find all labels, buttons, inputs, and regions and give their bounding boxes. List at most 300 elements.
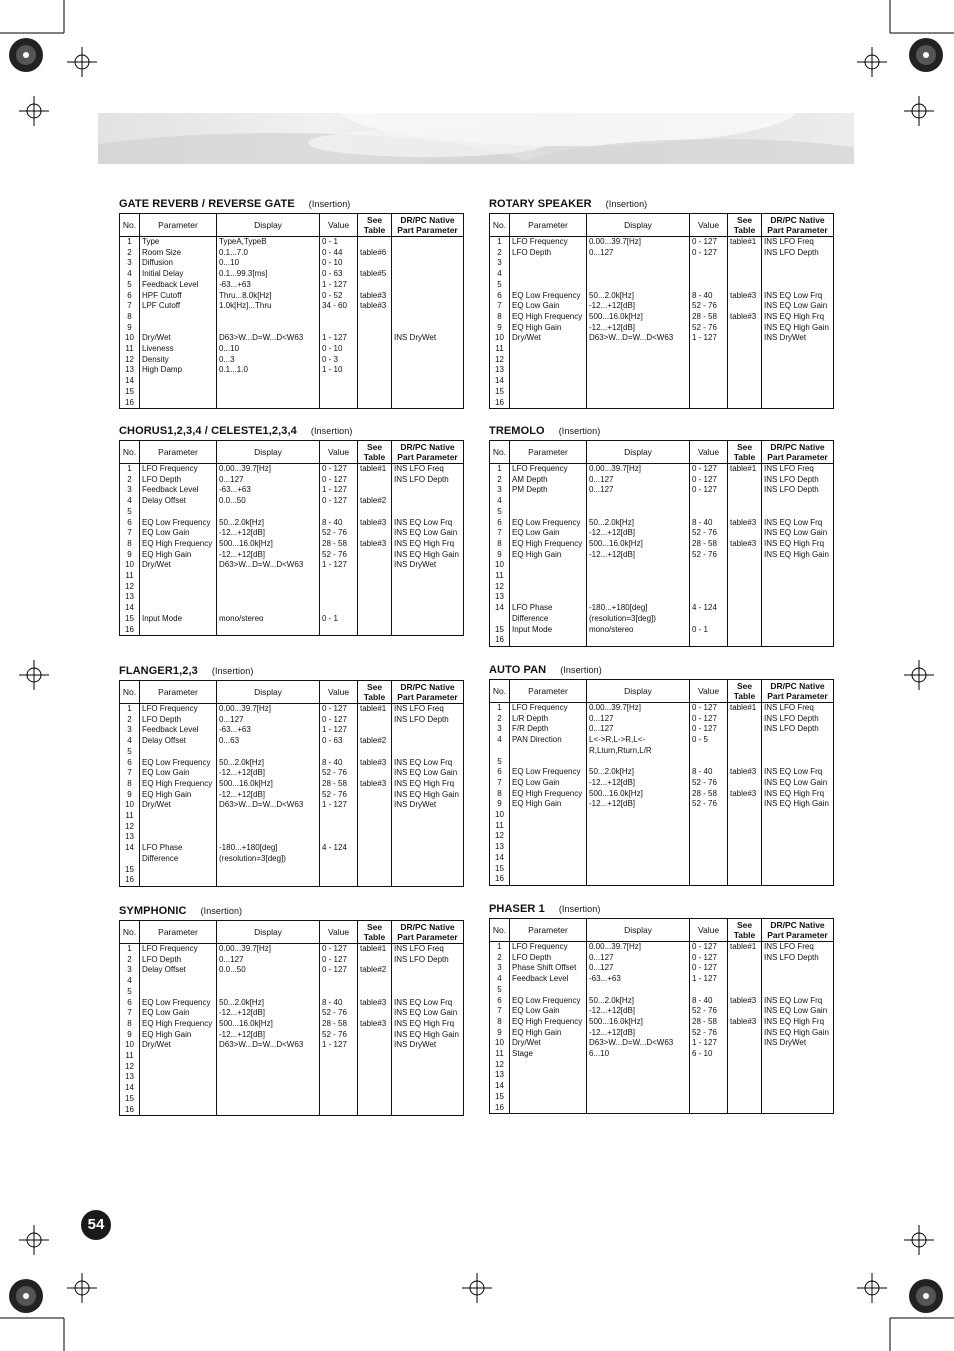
display-cell — [217, 1062, 320, 1073]
see-table-cell — [358, 237, 392, 248]
header-dr-pc: DR/PC Native Part Parameter — [762, 441, 834, 464]
row-number: 7 — [120, 1008, 140, 1019]
dr-pc-parameter-cell — [392, 1072, 464, 1083]
display-cell: 500...16.0k[Hz] — [587, 312, 690, 323]
table-row — [120, 1051, 464, 1062]
parameter-table — [489, 918, 834, 1114]
value-cell: 1 - 10 — [320, 365, 358, 376]
value-cell — [690, 344, 728, 355]
parameter-cell: LFO Depth — [510, 953, 587, 964]
table-row — [120, 832, 464, 843]
display-cell — [587, 821, 690, 832]
dr-pc-parameter-cell — [392, 1051, 464, 1062]
dr-pc-parameter-cell: INS LFO Depth — [762, 724, 834, 735]
display-cell: 0...127 — [587, 248, 690, 259]
see-table-cell — [358, 1030, 392, 1041]
dr-pc-parameter-cell: INS EQ Low Frq — [392, 998, 464, 1009]
see-table-cell — [358, 312, 392, 323]
row-number: 3 — [490, 258, 510, 269]
display-cell — [587, 398, 690, 409]
row-number: 5 — [490, 507, 510, 518]
row-number: 8 — [120, 312, 140, 323]
see-table-cell — [728, 1038, 762, 1049]
row-number: 12 — [120, 1062, 140, 1073]
parameter-cell: LFO Depth — [140, 475, 217, 486]
see-table-cell: table#3 — [358, 1019, 392, 1030]
value-cell: 1 - 127 — [320, 560, 358, 571]
see-table-cell — [358, 582, 392, 593]
row-number: 5 — [120, 987, 140, 998]
display-cell — [217, 507, 320, 518]
dr-pc-parameter-cell — [392, 507, 464, 518]
see-table-cell — [358, 1040, 392, 1051]
parameter-cell: LFO Phase — [140, 843, 217, 854]
display-cell: -12...+12[dB] — [217, 1008, 320, 1019]
table-row — [120, 464, 464, 475]
parameter-cell: Dry/Wet — [510, 1038, 587, 1049]
see-table-cell — [358, 571, 392, 582]
header-no: No. — [120, 214, 140, 237]
table-row — [120, 560, 464, 571]
value-cell — [690, 560, 728, 571]
row-number: 3 — [120, 258, 140, 269]
table-row — [490, 789, 834, 800]
row-number: 1 — [490, 703, 510, 714]
section-flanger — [119, 665, 463, 885]
see-table-cell — [728, 1028, 762, 1039]
display-cell — [587, 344, 690, 355]
see-table-cell: table#3 — [358, 301, 392, 312]
value-cell — [690, 746, 728, 757]
header-row — [120, 921, 464, 944]
value-cell: 1 - 127 — [690, 1038, 728, 1049]
display-cell: -12...+12[dB] — [587, 799, 690, 810]
see-table-cell — [728, 571, 762, 582]
see-table-cell: table#3 — [728, 539, 762, 550]
table-row — [490, 1017, 834, 1028]
display-cell: 6...10 — [587, 1049, 690, 1060]
row-number: 5 — [120, 747, 140, 758]
row-number: 5 — [490, 985, 510, 996]
header-no: No. — [120, 681, 140, 704]
see-table-cell — [358, 800, 392, 811]
display-cell: 0...3 — [217, 355, 320, 366]
row-number: 6 — [490, 518, 510, 529]
table-row — [120, 1094, 464, 1105]
table-row — [120, 614, 464, 625]
dr-pc-parameter-cell — [762, 269, 834, 280]
see-table-cell — [728, 953, 762, 964]
display-cell: -63...+63 — [217, 725, 320, 736]
table-row — [120, 398, 464, 409]
table-row — [120, 1019, 464, 1030]
header-display: Display — [587, 919, 690, 942]
see-table-cell — [358, 485, 392, 496]
see-table-cell — [728, 963, 762, 974]
parameter-cell: Diffusion — [140, 258, 217, 269]
value-cell — [320, 1062, 358, 1073]
parameter-cell: LFO Depth — [140, 955, 217, 966]
row-number: 10 — [490, 333, 510, 344]
value-cell — [690, 258, 728, 269]
display-cell — [587, 1060, 690, 1071]
table-row — [490, 724, 834, 735]
table-row — [490, 1049, 834, 1060]
table-row — [490, 1103, 834, 1114]
parameter-cell: Dry/Wet — [140, 333, 217, 344]
parameter-table — [489, 679, 834, 886]
display-cell — [587, 1103, 690, 1114]
display-cell: D63>W...D=W...D<W63 — [217, 1040, 320, 1051]
see-table-cell: table#3 — [358, 998, 392, 1009]
display-cell — [217, 1051, 320, 1062]
value-cell: 0 - 52 — [320, 291, 358, 302]
row-number: 12 — [490, 582, 510, 593]
dr-pc-parameter-cell — [762, 571, 834, 582]
table-row — [120, 822, 464, 833]
display-cell: -12...+12[dB] — [217, 790, 320, 801]
parameter-table — [119, 440, 464, 636]
table-row — [490, 269, 834, 280]
see-table-cell — [358, 507, 392, 518]
display-cell — [587, 280, 690, 291]
parameter-cell: EQ Low Gain — [510, 528, 587, 539]
dr-pc-parameter-cell — [762, 507, 834, 518]
dr-pc-parameter-cell — [392, 987, 464, 998]
value-cell — [320, 1094, 358, 1105]
table-row — [120, 312, 464, 323]
see-table-cell — [358, 725, 392, 736]
display-cell: 0.00...39.7[Hz] — [587, 464, 690, 475]
see-table-cell: table#1 — [358, 704, 392, 715]
value-cell — [320, 976, 358, 987]
dr-pc-parameter-cell — [762, 387, 834, 398]
parameter-cell — [140, 1083, 217, 1094]
value-cell: 1 - 127 — [690, 333, 728, 344]
dr-pc-parameter-cell — [392, 280, 464, 291]
row-number: 9 — [490, 550, 510, 561]
parameter-cell — [510, 874, 587, 885]
display-cell: 50...2.0k[Hz] — [217, 518, 320, 529]
display-cell: D63>W...D=W...D<W63 — [217, 560, 320, 571]
value-cell — [690, 1060, 728, 1071]
parameter-cell: EQ Low Gain — [140, 1008, 217, 1019]
row-number: 11 — [120, 571, 140, 582]
parameter-cell: LFO Frequency — [140, 704, 217, 715]
display-cell — [587, 810, 690, 821]
dr-pc-parameter-cell: INS EQ Low Frq — [762, 518, 834, 529]
dr-pc-parameter-cell — [762, 963, 834, 974]
dr-pc-parameter-cell — [392, 398, 464, 409]
parameter-cell — [510, 258, 587, 269]
see-table-cell: table#1 — [358, 944, 392, 955]
table-row — [120, 269, 464, 280]
value-cell — [320, 1072, 358, 1083]
display-cell: 0...127 — [217, 715, 320, 726]
table-row — [120, 237, 464, 248]
dr-pc-parameter-cell — [762, 746, 834, 757]
see-table-cell — [728, 496, 762, 507]
dr-pc-parameter-cell — [392, 625, 464, 636]
display-cell: 500...16.0k[Hz] — [217, 539, 320, 550]
value-cell: 0 - 1 — [320, 614, 358, 625]
value-cell: 52 - 76 — [320, 1030, 358, 1041]
value-cell — [690, 1070, 728, 1081]
see-table-cell — [728, 1092, 762, 1103]
dr-pc-parameter-cell — [762, 1060, 834, 1071]
dr-pc-parameter-cell: INS LFO Freq — [762, 237, 834, 248]
value-cell: 0 - 10 — [320, 344, 358, 355]
row-number: 2 — [120, 955, 140, 966]
see-table-cell — [728, 1006, 762, 1017]
crosshair-mark — [857, 47, 887, 77]
row-number: 11 — [120, 344, 140, 355]
table-row — [490, 355, 834, 366]
table-row — [120, 603, 464, 614]
row-number: 10 — [490, 1038, 510, 1049]
dr-pc-parameter-cell — [392, 355, 464, 366]
display-cell — [217, 1105, 320, 1116]
dr-pc-parameter-cell: INS LFO Freq — [392, 704, 464, 715]
display-cell: -12...+12[dB] — [217, 1030, 320, 1041]
value-cell: 28 - 58 — [320, 779, 358, 790]
dr-pc-parameter-cell — [762, 560, 834, 571]
row-number: 12 — [490, 831, 510, 842]
dr-pc-parameter-cell — [392, 571, 464, 582]
dr-pc-parameter-cell — [392, 736, 464, 747]
display-cell — [217, 625, 320, 636]
value-cell: 28 - 58 — [690, 539, 728, 550]
parameter-cell — [510, 507, 587, 518]
table-row — [120, 355, 464, 366]
display-cell — [587, 582, 690, 593]
display-cell — [587, 635, 690, 646]
parameter-cell: EQ Low Frequency — [140, 998, 217, 1009]
table-row — [120, 998, 464, 1009]
parameter-cell — [510, 387, 587, 398]
display-cell — [217, 822, 320, 833]
display-cell: 50...2.0k[Hz] — [587, 291, 690, 302]
dr-pc-parameter-cell — [762, 831, 834, 842]
table-row — [490, 485, 834, 496]
see-table-cell: table#3 — [358, 758, 392, 769]
header-dr-pc: DR/PC Native Part Parameter — [392, 441, 464, 464]
display-cell: Thru...8.0k[Hz] — [217, 291, 320, 302]
display-cell: 500...16.0k[Hz] — [217, 1019, 320, 1030]
parameter-cell — [140, 875, 217, 886]
header-row — [120, 441, 464, 464]
row-number: 6 — [490, 291, 510, 302]
dr-pc-parameter-cell: INS EQ High Frq — [762, 312, 834, 323]
table-row — [490, 571, 834, 582]
dr-pc-parameter-cell — [392, 1083, 464, 1094]
table-row — [490, 1006, 834, 1017]
row-number: 10 — [120, 800, 140, 811]
value-cell — [690, 571, 728, 582]
value-cell: 1 - 127 — [320, 280, 358, 291]
table-row — [490, 237, 834, 248]
see-table-cell — [358, 323, 392, 334]
section-auto-pan — [489, 664, 833, 884]
display-cell — [587, 1081, 690, 1092]
see-table-cell — [358, 987, 392, 998]
see-table-cell — [358, 603, 392, 614]
dr-pc-parameter-cell: INS LFO Freq — [392, 944, 464, 955]
see-table-cell — [358, 1062, 392, 1073]
see-table-cell — [358, 976, 392, 987]
row-number: 5 — [490, 757, 510, 768]
value-cell: 1 - 127 — [320, 485, 358, 496]
row-number: 4 — [490, 735, 510, 746]
header-see-table: See Table — [358, 681, 392, 704]
parameter-cell: LFO Depth — [510, 248, 587, 259]
table-row — [120, 965, 464, 976]
value-cell: 28 - 58 — [690, 789, 728, 800]
header-display: Display — [217, 681, 320, 704]
parameter-cell — [140, 832, 217, 843]
see-table-cell — [358, 790, 392, 801]
header-see-table: See Table — [358, 441, 392, 464]
dr-pc-parameter-cell: INS EQ High Gain — [392, 1030, 464, 1041]
header-dr-pc: DR/PC Native Part Parameter — [392, 214, 464, 237]
parameter-cell: Dry/Wet — [140, 560, 217, 571]
value-cell — [320, 312, 358, 323]
value-cell: 0 - 127 — [320, 944, 358, 955]
parameter-cell: Delay Offset — [140, 736, 217, 747]
value-cell — [690, 496, 728, 507]
row-number: 11 — [490, 571, 510, 582]
dr-pc-parameter-cell — [762, 821, 834, 832]
table-row — [120, 976, 464, 987]
header-row — [490, 441, 834, 464]
row-number: 13 — [120, 592, 140, 603]
value-cell: 8 - 40 — [690, 518, 728, 529]
table-row — [120, 875, 464, 886]
table-row — [490, 874, 834, 885]
value-cell: 0 - 1 — [690, 625, 728, 636]
value-cell — [690, 376, 728, 387]
dr-pc-parameter-cell — [392, 603, 464, 614]
row-number: 10 — [120, 1040, 140, 1051]
parameter-cell — [510, 344, 587, 355]
parameter-cell: LFO Frequency — [510, 703, 587, 714]
dr-pc-parameter-cell: INS LFO Depth — [762, 475, 834, 486]
display-cell: -63...+63 — [587, 974, 690, 985]
value-cell — [690, 985, 728, 996]
value-cell: 52 - 76 — [320, 790, 358, 801]
dr-pc-parameter-cell — [392, 843, 464, 854]
table-row — [490, 387, 834, 398]
dr-pc-parameter-cell: INS LFO Depth — [392, 955, 464, 966]
section-title: GATE REVERB / REVERSE GATE (Insertion) — [119, 198, 351, 210]
table-row — [120, 301, 464, 312]
table-row — [490, 996, 834, 1007]
value-cell: 0 - 127 — [320, 496, 358, 507]
value-cell — [690, 1103, 728, 1114]
table-row — [490, 963, 834, 974]
parameter-cell: EQ High Gain — [510, 1028, 587, 1039]
see-table-cell — [728, 603, 762, 614]
parameter-cell: EQ High Gain — [510, 550, 587, 561]
row-number: 4 — [490, 974, 510, 985]
parameter-cell: LFO Phase — [510, 603, 587, 614]
display-cell: 500...16.0k[Hz] — [587, 539, 690, 550]
see-table-cell: table#1 — [358, 464, 392, 475]
parameter-cell: EQ High Frequency — [510, 539, 587, 550]
value-cell — [690, 269, 728, 280]
table-row — [120, 475, 464, 486]
row-number: 9 — [490, 323, 510, 334]
display-cell: -12...+12[dB] — [217, 528, 320, 539]
display-cell — [217, 387, 320, 398]
dr-pc-parameter-cell: INS EQ High Gain — [762, 1028, 834, 1039]
see-table-cell — [358, 955, 392, 966]
section-title: PHASER 1 (Insertion) — [489, 903, 601, 915]
row-number: 16 — [490, 874, 510, 885]
row-number: 7 — [490, 1006, 510, 1017]
table-row — [490, 560, 834, 571]
parameter-cell — [140, 1051, 217, 1062]
table-row — [120, 291, 464, 302]
value-cell — [320, 398, 358, 409]
dr-pc-parameter-cell: INS LFO Freq — [762, 464, 834, 475]
see-table-cell — [358, 344, 392, 355]
parameter-cell: EQ High Gain — [140, 790, 217, 801]
display-cell: 0.00...39.7[Hz] — [217, 944, 320, 955]
row-number: 12 — [120, 582, 140, 593]
row-number: 6 — [120, 291, 140, 302]
dr-pc-parameter-cell: INS LFO Depth — [762, 953, 834, 964]
value-cell — [320, 376, 358, 387]
see-table-cell — [728, 874, 762, 885]
parameter-cell — [140, 323, 217, 334]
row-number: 13 — [490, 842, 510, 853]
parameter-cell: EQ Low Frequency — [140, 518, 217, 529]
row-number — [490, 746, 510, 757]
row-number: 8 — [490, 312, 510, 323]
value-cell — [690, 635, 728, 646]
parameter-cell: Input Mode — [510, 625, 587, 636]
dr-pc-parameter-cell: INS EQ Low Frq — [392, 758, 464, 769]
see-table-cell — [358, 528, 392, 539]
header-parameter: Parameter — [510, 441, 587, 464]
display-cell: 500...16.0k[Hz] — [587, 1017, 690, 1028]
row-number: 2 — [490, 714, 510, 725]
header-see-table: See Table — [358, 214, 392, 237]
table-row — [490, 280, 834, 291]
parameter-cell: EQ Low Frequency — [510, 996, 587, 1007]
see-table-cell — [728, 714, 762, 725]
value-cell — [690, 592, 728, 603]
section-title: CHORUS1,2,3,4 / CELESTE1,2,3,4 (Insertion) — [119, 425, 353, 437]
table-row — [120, 376, 464, 387]
dr-pc-parameter-cell: INS EQ Low Gain — [392, 1008, 464, 1019]
crosshair-mark — [19, 660, 49, 690]
table-row — [490, 312, 834, 323]
table-row — [120, 779, 464, 790]
parameter-cell: EQ High Frequency — [140, 539, 217, 550]
display-cell — [587, 355, 690, 366]
see-table-cell — [358, 376, 392, 387]
display-cell — [587, 376, 690, 387]
display-cell: -12...+12[dB] — [587, 301, 690, 312]
display-cell — [587, 571, 690, 582]
parameter-cell — [140, 865, 217, 876]
page-number: 54 — [81, 1210, 111, 1240]
parameter-cell — [510, 842, 587, 853]
dr-pc-parameter-cell — [762, 365, 834, 376]
see-table-cell — [358, 1105, 392, 1116]
